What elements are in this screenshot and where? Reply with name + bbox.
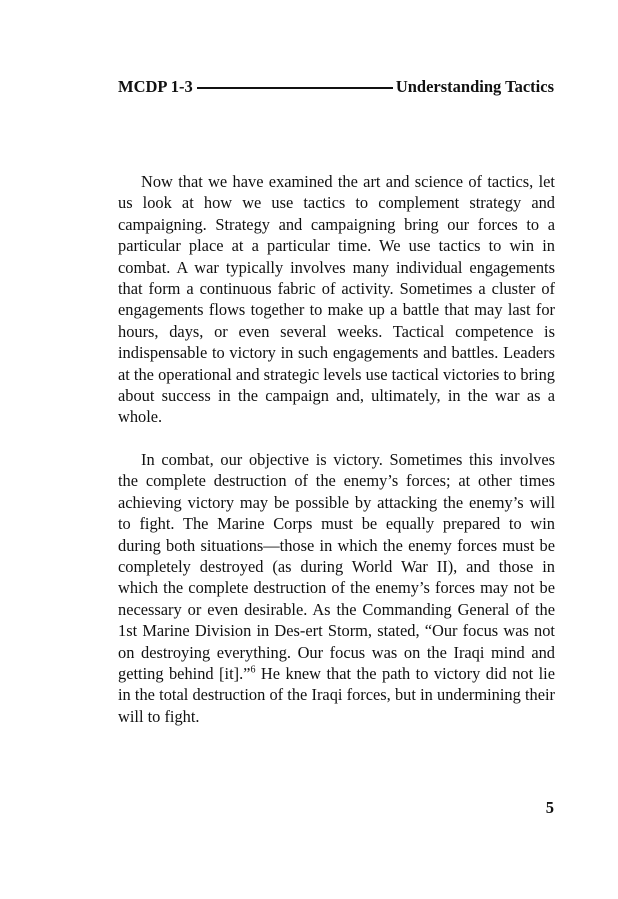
- running-header: [118, 76, 554, 98]
- paragraph-1: Now that we have examined the art and science of tactics, let us look at how we use tactics to complement strategy and campaigning. Strategy and campaigning bring our forces to a particular place at a particular time. We use tactics to win in combat. A war typically involves many individual engagements that form a continuous fabric of activity. Sometimes a cluster of engagements flows together to make up a battle that may last for hours, days, or even several weeks. Tactical competence is indispensable to victory in such engagements and battles. Leaders at the operational and strategic levels use tactical victories to bring about success in the campaign and, ultimately, in the war as a whole.: [118, 172, 555, 427]
- body-text: [118, 171, 555, 727]
- footnote-reference: 6: [250, 664, 256, 676]
- publication-id: MCDP 1-3: [118, 77, 193, 96]
- paragraph-2-text-after: He knew that the path to victory did not lie in the total destruction of the Iraqi forces, but in undermining their will to fight.: [118, 663, 555, 726]
- chapter-title: Understanding Tactics: [395, 77, 554, 96]
- paragraph-2-text-before: In combat, our objective is victory. Sometimes this involves the complete destruction of the enemy’s forces; at other times achieving victory may be possible by attacking the enemy’s will to fight. The Marine Corps must be equally prepared to win during both situations—those in which the enemy forces must be completely destroyed (as during World War II), and those in which the complete destruction of the enemy’s forces may not be necessary or even desirable. As the Commanding General of the 1st Marine Division in Des-ert Storm, stated, “Our focus was not on destroying everything. Our focus was on the Iraqi mind and getting behind [it].”: [118, 449, 555, 683]
- page-number: 5: [545, 798, 554, 817]
- paragraph-2: [118, 449, 555, 727]
- header-rule: [197, 87, 393, 89]
